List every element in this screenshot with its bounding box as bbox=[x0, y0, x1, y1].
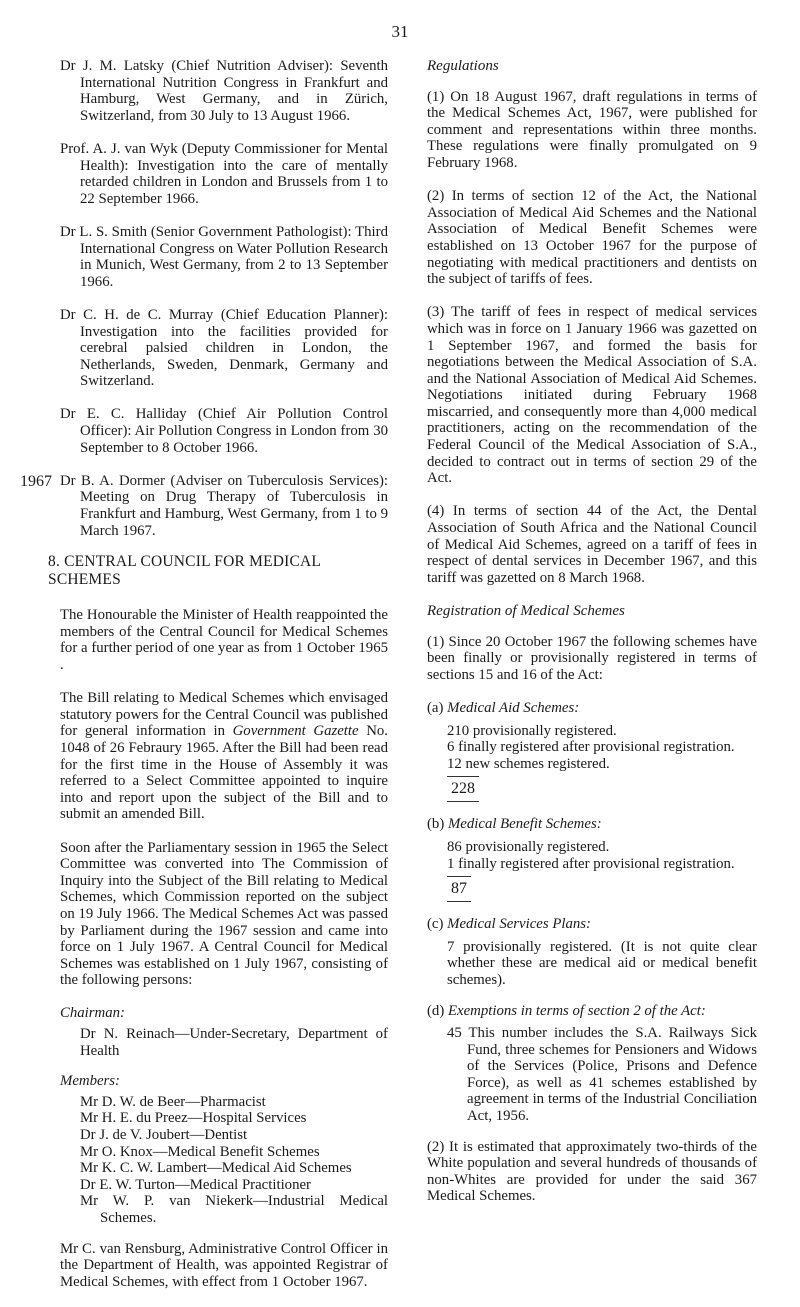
item-a-heading bbox=[427, 700, 757, 717]
list-item: 12 new schemes registered. bbox=[447, 755, 610, 772]
registration-heading: Registration of Medical Schemes bbox=[427, 603, 625, 619]
item-c-heading bbox=[427, 916, 757, 933]
chairman-label: Chairman: bbox=[60, 1005, 125, 1022]
total-value: 228 bbox=[447, 776, 479, 802]
item-letter: (b) bbox=[427, 816, 445, 833]
item-title: Medical Services Plans: bbox=[447, 916, 591, 933]
member-entry: Mr O. Knox—Medical Benefit Schemes bbox=[80, 1143, 320, 1160]
regulation-paragraph: (2) In terms of section 12 of the Act, the National Association of Medical Aid Schemes and the National Association of Medical Benefit Schemes were established on 13 October 1967 for the purpose of negotiating with medical practitioners and dentists on the subject of tariffs of fees. bbox=[427, 188, 757, 288]
paragraph-text: No. 1048 of 26 Febraury 1965. After the Bill had been read for the first time in the House of Assembly it was referred to a Select Committee appointed to inquire into and report upon the subject of the Bill and to submit an amended Bill. bbox=[60, 723, 388, 823]
member-entry: Mr D. W. de Beer—Pharmacist bbox=[80, 1093, 266, 1110]
item-title: Medical Aid Schemes: bbox=[447, 699, 580, 716]
chairman-entry: Dr N. Reinach—Under-Secretary, Department of Health bbox=[80, 1026, 388, 1059]
item-d-text: 45 This number includes the S.A. Railways Sick Fund, three schemes for Pensioners and Widows of the Services (Police, Prisons and Defence Force), as well as 41 schemes established by agreement in terms of the Industrial Conciliation Act, 1956. bbox=[447, 1025, 757, 1125]
regulation-paragraph: (3) The tariff of fees in respect of medical services which was in force on 1 January 1966 was gazetted on 1 September 1967, and formed the basis for negotiations between the Medical Association of S.A. and the National Association of Medical Aid Schemes. Negotiations initiated during February 1968 miscarried, and consequently more than 4,000 medical practitioners, acting on the recommendation of the Federal Council of the Medical Association of S.A., decided to contract out in terms of section 29 of the Act. bbox=[427, 304, 757, 487]
item-letter: (d) bbox=[427, 1002, 445, 1019]
regulation-paragraph: (4) In terms of section 44 of the Act, the Dental Association of South Africa and the National Council of Medical Aid Schemes, agreed on a tariff of fees in respect of dental services in December 1967, and this tariff was gazetted on 8 March 1968. bbox=[427, 503, 757, 586]
total-a bbox=[427, 776, 757, 802]
registration-intro: (1) Since 20 October 1967 the following schemes have been finally or provisionally registered in terms of sections 15 and 16 of the Act: bbox=[427, 633, 757, 683]
list-item: 1 finally registered after provisional registration. bbox=[447, 855, 735, 872]
year-label: 1967 bbox=[20, 472, 52, 490]
visit-entry: Dr J. M. Latsky (Chief Nutrition Adviser): Seventh International Nutrition Congress in Frankfurt and Hamburg, West Germany, and in Zürich, Switzerland, from 30 July to 13 August 1966. bbox=[60, 58, 388, 124]
item-c-text: 7 provisionally registered. (It is not quite clear whether these are medical aid or medical benefit schemes). bbox=[447, 938, 757, 988]
item-title: Medical Benefit Schemes: bbox=[447, 816, 602, 833]
list-item: 86 provisionally registered. bbox=[447, 838, 610, 855]
item-b-heading bbox=[427, 816, 757, 833]
paragraph: Mr C. van Rensburg, Administrative Control Officer in the Department of Health, was appointed Registrar of Medical Schemes, with effect from 1 October 1967. bbox=[60, 1240, 388, 1290]
list-item: 6 finally registered after provisional registration. bbox=[447, 739, 735, 756]
final-paragraph: (2) It is estimated that approximately two-thirds of the White population and several hundreds of thousands of non-Whites are provided for under the said 367 Medical Schemes. bbox=[427, 1138, 757, 1205]
visit-entry: Prof. A. J. van Wyk (Deputy Commissioner for Mental Health): Investigation into the care of mentally retarded children in London and Brussels from 1 to 22 September 1966. bbox=[60, 140, 388, 207]
member-entry: Mr H. E. du Preez—Hospital Services bbox=[80, 1110, 307, 1127]
regulation-paragraph: (1) On 18 August 1967, draft regulations in terms of the Medical Schemes Act, 1967, were published for comment and representations within three months. These regulations were finally promulgated on 9 February 1968. bbox=[427, 88, 757, 171]
member-entry: Mr W. P. van Niekerk—Industrial Medical Schemes. bbox=[80, 1193, 388, 1226]
visit-entry: Dr C. H. de C. Murray (Chief Education Planner): Investigation into the facilities provided for cerebral palsied children in London, the Netherlands, Sweden, Denmark, Germany and Switzerland. bbox=[60, 306, 388, 390]
item-d-heading bbox=[427, 1003, 757, 1020]
paragraph: Soon after the Parliamentary session in 1965 the Select Committee was converted into The Commission of Inquiry into the Subject of the Bill relating to Medical Schemes, which Commission reported on the subject on 19 July 1966. The Medical Schemes Act was passed by Parliament during the 1967 session and came into force on 1 July 1967. A Central Council for Medical Schemes was established on 1 July 1967, consisting of the following persons: bbox=[60, 839, 388, 989]
regulations-heading: Regulations bbox=[427, 58, 499, 74]
list-item: 210 provisionally registered. bbox=[447, 722, 617, 739]
page-number: 31 bbox=[391, 22, 409, 41]
gazette-title: Government Gazette bbox=[232, 723, 359, 740]
section-heading: 8. CENTRAL COUNCIL FOR MEDICAL SCHEMES bbox=[48, 553, 321, 589]
visit-entry-text: Dr B. A. Dormer (Adviser on Tuberculosis Services): Meeting on Drug Therapy of Tuberculosis in Frankfurt and Hamburg, West Germany, from 1 to 9 March 1967. bbox=[60, 472, 388, 539]
visit-entry-1967 bbox=[20, 472, 388, 539]
visit-entry: Dr L. S. Smith (Senior Government Pathologist): Third International Congress on Water Pollution Research in Munich, West Germany, from 2 to 13 September 1966. bbox=[60, 223, 388, 290]
member-entry: Dr E. W. Turton—Medical Practitioner bbox=[80, 1176, 311, 1193]
right-column bbox=[427, 58, 757, 1222]
member-entry: Dr J. de V. Joubert—Dentist bbox=[80, 1127, 248, 1144]
total-value: 87 bbox=[447, 876, 471, 902]
paragraph bbox=[60, 690, 388, 823]
visit-entry: Dr E. C. Halliday (Chief Air Pollution Control Officer): Air Pollution Congress in London from 30 September to 8 October 1966. bbox=[60, 406, 388, 456]
paragraph: The Honourable the Minister of Health reappointed the members of the Central Council for Medical Schemes for a further period of one year as from 1 October 1965 . bbox=[60, 607, 388, 673]
paragraph-text: The Bill relating to Medical Schemes which envisaged statutory powers for the Central Council was published for general information in bbox=[60, 690, 388, 740]
member-entry: Mr K. C. W. Lambert—Medical Aid Schemes bbox=[80, 1160, 352, 1177]
members-label: Members: bbox=[60, 1073, 120, 1090]
item-letter: (a) bbox=[427, 699, 444, 716]
item-letter: (c) bbox=[427, 916, 444, 933]
left-column bbox=[20, 58, 388, 1307]
total-b bbox=[427, 876, 757, 902]
item-title: Exemptions in terms of section 2 of the Act: bbox=[447, 1002, 706, 1019]
